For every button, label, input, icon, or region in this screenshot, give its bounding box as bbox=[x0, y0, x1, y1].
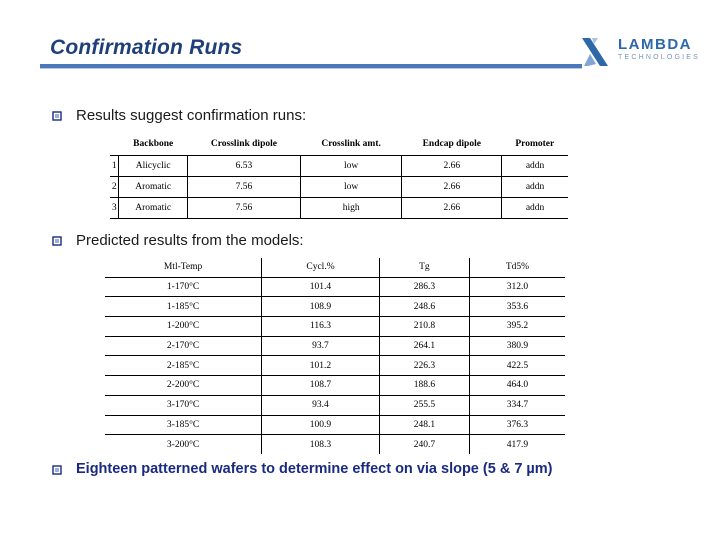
table-row bbox=[105, 415, 565, 435]
table-row bbox=[105, 317, 565, 337]
table-cell: 1-170°C bbox=[105, 277, 262, 297]
table-cell: 1-185°C bbox=[105, 297, 262, 317]
table-cell: 210.8 bbox=[379, 317, 469, 337]
table-cell: 395.2 bbox=[469, 317, 565, 337]
company-logo bbox=[578, 34, 701, 70]
table-cell: 2-185°C bbox=[105, 356, 262, 376]
table-cell: 240.7 bbox=[379, 435, 469, 454]
table-cell: 2.66 bbox=[402, 177, 502, 198]
table-cell: 248.1 bbox=[379, 415, 469, 435]
table-cell: 188.6 bbox=[379, 376, 469, 396]
table-row bbox=[105, 277, 565, 297]
table-header-cell: Promoter bbox=[502, 133, 568, 156]
table-cell: 2 bbox=[110, 177, 119, 198]
table-cell: addn bbox=[502, 156, 568, 177]
hollow-square-bullet-icon bbox=[52, 111, 62, 121]
table-cell: 3-185°C bbox=[105, 415, 262, 435]
logo-name: LAMBDA bbox=[618, 36, 692, 53]
table-cell: low bbox=[300, 156, 402, 177]
table-cell: 108.7 bbox=[262, 376, 380, 396]
table-cell: 7.56 bbox=[187, 198, 300, 219]
table-cell: 2.66 bbox=[402, 156, 502, 177]
table-cell: 286.3 bbox=[379, 277, 469, 297]
table-cell: 334.7 bbox=[469, 395, 565, 415]
table-cell: 108.3 bbox=[262, 435, 380, 454]
predicted-results-table bbox=[105, 258, 565, 454]
table-row bbox=[105, 356, 565, 376]
table-row bbox=[110, 177, 568, 198]
table-header-cell: Endcap dipole bbox=[402, 133, 502, 156]
table-cell: 2.66 bbox=[402, 198, 502, 219]
title-underline-shadow bbox=[40, 68, 582, 69]
table-row bbox=[105, 336, 565, 356]
table-header-row bbox=[105, 258, 565, 277]
table-cell: 3 bbox=[110, 198, 119, 219]
table-row bbox=[105, 297, 565, 317]
table-cell: 376.3 bbox=[469, 415, 565, 435]
table-cell: 353.6 bbox=[469, 297, 565, 317]
table-header-cell: Tg bbox=[379, 258, 469, 277]
table-cell: 264.1 bbox=[379, 336, 469, 356]
table-cell: 93.7 bbox=[262, 336, 380, 356]
table-body bbox=[110, 156, 568, 219]
table-cell: addn bbox=[502, 198, 568, 219]
table-cell: 464.0 bbox=[469, 376, 565, 396]
table-cell: 101.2 bbox=[262, 356, 380, 376]
logo-subtitle: TECHNOLOGIES bbox=[618, 54, 701, 61]
table-row bbox=[105, 435, 565, 454]
table-row bbox=[110, 198, 568, 219]
bullet-text-1: Results suggest confirmation runs: bbox=[76, 107, 307, 124]
table-cell: 7.56 bbox=[187, 177, 300, 198]
table-cell: 312.0 bbox=[469, 277, 565, 297]
table-row bbox=[105, 376, 565, 396]
table-header-cell bbox=[110, 133, 119, 156]
page-title: Confirmation Runs bbox=[50, 36, 243, 59]
table-cell: Aromatic bbox=[119, 177, 188, 198]
table-cell: 101.4 bbox=[262, 277, 380, 297]
table-cell: high bbox=[300, 198, 402, 219]
hollow-square-bullet-icon bbox=[52, 236, 62, 246]
table-cell: 422.5 bbox=[469, 356, 565, 376]
table-header-cell: Cycl.% bbox=[262, 258, 380, 277]
bullet-text-2: Predicted results from the models: bbox=[76, 232, 304, 249]
confirmation-runs-table bbox=[110, 133, 568, 219]
table-body bbox=[105, 277, 565, 454]
table-cell: 1 bbox=[110, 156, 119, 177]
table-cell: 417.9 bbox=[469, 435, 565, 454]
table-cell: Alicyclic bbox=[119, 156, 188, 177]
table-cell: 3-170°C bbox=[105, 395, 262, 415]
table-cell: 2-200°C bbox=[105, 376, 262, 396]
table-header-cell: Crosslink dipole bbox=[187, 133, 300, 156]
table-header-cell: Td5% bbox=[469, 258, 565, 277]
table-cell: low bbox=[300, 177, 402, 198]
table-header-cell: Mtl-Temp bbox=[105, 258, 262, 277]
table-cell: 1-200°C bbox=[105, 317, 262, 337]
bullet-text-3: Eighteen patterned wafers to determine effect on via slope (5 & 7 µm) bbox=[76, 461, 553, 477]
table-header-row bbox=[110, 133, 568, 156]
lambda-logo-icon bbox=[578, 34, 614, 70]
table-row bbox=[110, 156, 568, 177]
table-cell: Aromatic bbox=[119, 198, 188, 219]
table-header-cell: Crosslink amt. bbox=[300, 133, 402, 156]
table-cell: 248.6 bbox=[379, 297, 469, 317]
table-cell: 2-170°C bbox=[105, 336, 262, 356]
table-cell: 3-200°C bbox=[105, 435, 262, 454]
table-cell: 93.4 bbox=[262, 395, 380, 415]
table-cell: 108.9 bbox=[262, 297, 380, 317]
table-cell: 116.3 bbox=[262, 317, 380, 337]
table-cell: 100.9 bbox=[262, 415, 380, 435]
table-row bbox=[105, 395, 565, 415]
table-cell: 6.53 bbox=[187, 156, 300, 177]
table-header-cell: Backbone bbox=[119, 133, 188, 156]
table-cell: 226.3 bbox=[379, 356, 469, 376]
table-cell: 255.5 bbox=[379, 395, 469, 415]
table-cell: 380.9 bbox=[469, 336, 565, 356]
hollow-square-bullet-icon bbox=[52, 465, 62, 475]
table-cell: addn bbox=[502, 177, 568, 198]
